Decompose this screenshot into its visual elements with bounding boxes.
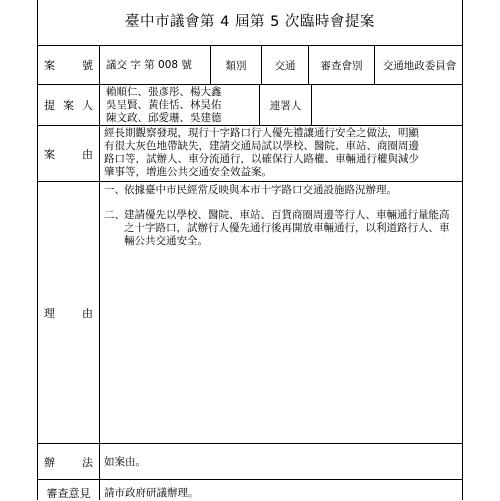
- case-number-value: 議交 字 第 008 號: [100, 46, 211, 84]
- committee-value: 交通地政委員會: [382, 59, 457, 72]
- proposer-line: 賴順仁、張彥彤、楊大鑫: [106, 86, 222, 98]
- method-label: 辦 法: [38, 444, 100, 479]
- proposal-form: [37, 0, 463, 500]
- review-value: 請市政府研議辦理。: [104, 487, 199, 499]
- reason-item-number: 一、: [104, 184, 125, 196]
- category-value: 交通: [262, 46, 309, 84]
- review-label: 審查意見: [38, 480, 100, 500]
- cause-line: 路口等，試辦人、車分流通行，以確保行人路權、車輛通行權與減少: [104, 153, 419, 165]
- cause-line: 有很大灰色地帶缺失，建請交通局試以學校、醫院、車站、商圈周邊: [104, 140, 419, 152]
- reason-item-text: 建請優先以學校、醫院、車站、百貨商圈周邊等行人、車輛通行量能高之十字路口，試辦行人優先通行後再開放車輛通行，以利道路行人、車輛公共交通安全。: [124, 209, 450, 247]
- cause-row: [38, 126, 462, 182]
- proposer-row: [38, 85, 462, 126]
- reason-item-text: 依據臺中市民經常反映與本市十字路口交通設施路況辦理。: [124, 184, 397, 196]
- reason-body: [100, 182, 464, 443]
- proposer-line: 陳文政、邱愛珊、吳建德: [106, 112, 222, 124]
- reason-item-number: 二、: [104, 209, 125, 221]
- cosigner-value: [312, 85, 464, 125]
- cause-text: [100, 126, 464, 181]
- cause-label: 案 由: [38, 126, 100, 181]
- cause-line: 經長期觀察發現，現行十字路口行人優先禮讓通行安全之做法，明顯: [104, 127, 419, 139]
- title-row: [38, 0, 462, 46]
- reason-item-1: [104, 184, 458, 197]
- reason-item-2: [104, 209, 458, 248]
- committee-label: 審查會別: [309, 46, 375, 84]
- cause-line: 肇事等，增進公共交通安全效益案。: [104, 166, 272, 178]
- proposer-label: 提 案 人: [38, 85, 100, 125]
- method-row: [38, 444, 462, 480]
- page-title: 臺中市議會第 4 屆第 5 次臨時會提案: [125, 14, 375, 30]
- case-number-row: [38, 46, 462, 85]
- reason-row: [38, 182, 462, 444]
- method-value: 如案由。: [104, 456, 146, 468]
- case-number-label: 案 號: [38, 46, 100, 84]
- cosigner-label: 連署人: [260, 85, 312, 125]
- review-row: [38, 480, 462, 500]
- category-label: 類別: [211, 46, 262, 84]
- reason-label: 理 由: [38, 182, 100, 443]
- proposer-line: 吳呈賢、黃佳恬、林昊佑: [106, 99, 222, 111]
- proposer-names: [100, 85, 260, 125]
